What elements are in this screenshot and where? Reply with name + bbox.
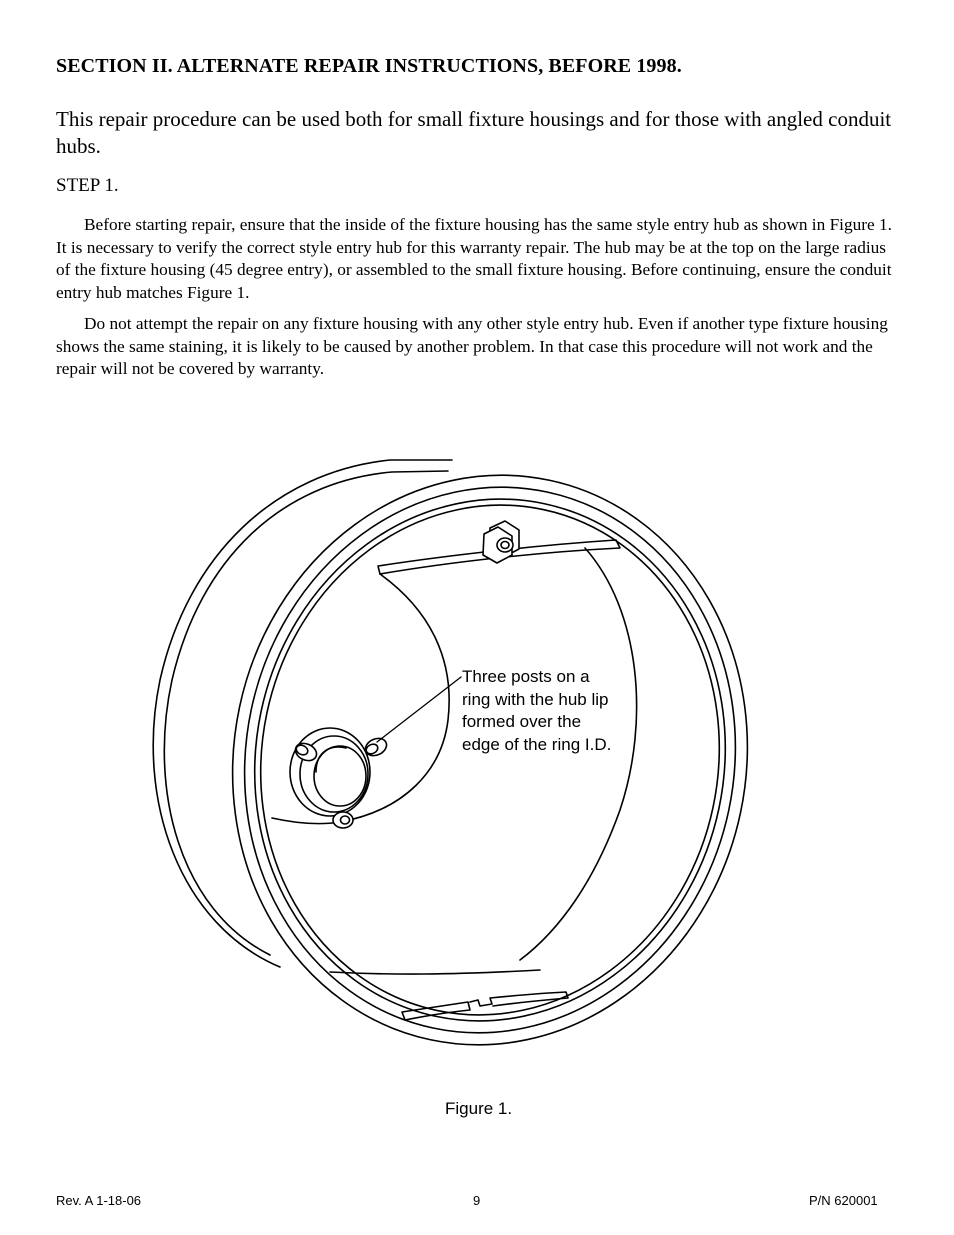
intro-paragraph: This repair procedure can be used both for small fixture housings and for those with angled conduit hubs. xyxy=(56,107,892,158)
instruction-paragraph-2: Do not attempt the repair on any fixture housing with any other style entry hub. Even if another type fixture housing shows the same staining, it is likely to be caused by another problem. In that case this procedure will not work and the repair will not be covered by warranty. xyxy=(56,314,888,378)
hub-callout-label: Three posts on a ring with the hub lip formed over the edge of the ring I.D. xyxy=(462,667,612,754)
footer-part-number: P/N 620001 xyxy=(809,1193,878,1208)
fixture-housing-illustration xyxy=(0,440,954,1090)
instruction-paragraph-1: Before starting repair, ensure that the inside of the fixture housing has the same style entry hub as shown in Figure 1. It is necessary to verify the correct style entry hub for this warranty repair. The hub may be at the top on the large radius of the fixture housing (45 degree entry), or assembled to the small fixture housing. Before continuing, ensure the conduit entry hub matches Figure 1. xyxy=(56,215,892,302)
section-heading: SECTION II. ALTERNATE REPAIR INSTRUCTIONS, BEFORE 1998. xyxy=(56,55,682,77)
housing-back-rim xyxy=(153,460,452,967)
figure-caption: Figure 1. xyxy=(445,1099,513,1118)
footer-page-number: 9 xyxy=(473,1193,481,1208)
step-label: STEP 1. xyxy=(56,175,119,196)
entry-hub-icon xyxy=(290,728,389,828)
footer-revision: Rev. A 1-18-06 xyxy=(56,1193,142,1208)
